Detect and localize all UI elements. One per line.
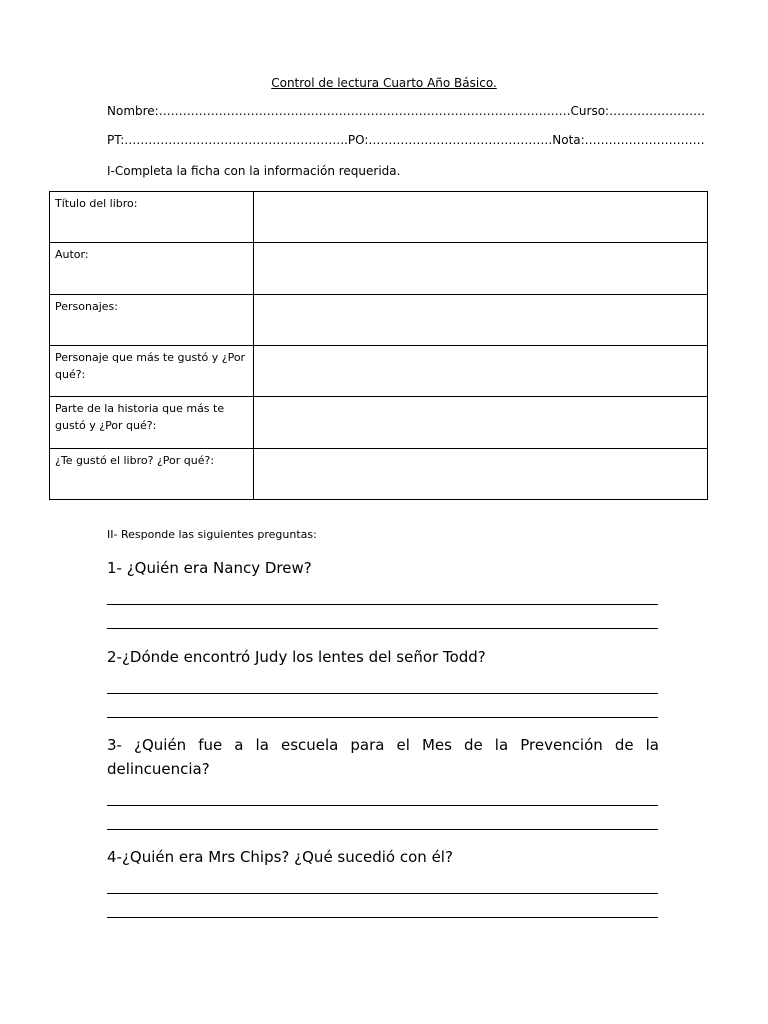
answer-line[interactable]	[107, 604, 658, 605]
table-row	[50, 294, 708, 345]
answer-line[interactable]	[107, 829, 658, 830]
row-answer-personajes[interactable]	[254, 294, 708, 345]
answer-line[interactable]	[107, 628, 658, 629]
table-row	[50, 397, 708, 448]
question-1: 1- ¿Quién era Nancy Drew?	[107, 559, 312, 577]
section1-heading: I-Completa la ficha con la información requerida.	[107, 164, 401, 178]
section2-heading: II- Responde las siguientes preguntas:	[107, 528, 317, 541]
row-label-autor: Autor:	[50, 243, 254, 294]
table-row	[50, 448, 708, 499]
row-label-parte-favorita: Parte de la historia que más te gustó y ¿Por qué?:	[50, 397, 254, 448]
row-label-personajes: Personajes:	[50, 294, 254, 345]
table-row	[50, 243, 708, 294]
row-answer-parte-favorita[interactable]	[254, 397, 708, 448]
row-label-opinion: ¿Te gustó el libro? ¿Por qué?:	[50, 448, 254, 499]
question-3: 3- ¿Quién fue a la escuela para el Mes de la Prevención de la delincuencia?	[107, 736, 659, 778]
row-answer-autor[interactable]	[254, 243, 708, 294]
nombre-curso-line: Nombre:………………………………………………………………………………………….Curso:……………………	[107, 104, 706, 118]
row-answer-opinion[interactable]	[254, 448, 708, 499]
answer-line[interactable]	[107, 805, 658, 806]
page-title: Control de lectura Cuarto Año Básico.	[271, 76, 497, 90]
answer-line[interactable]	[107, 717, 658, 718]
row-label-titulo: Título del libro:	[50, 192, 254, 243]
question-2: 2-¿Dónde encontró Judy los lentes del señor Todd?	[107, 648, 486, 666]
pt-po-nota-line: PT:………………………………………………..PO:……………………………………….Nota:…………………………	[107, 133, 705, 147]
question-4: 4-¿Quién era Mrs Chips? ¿Qué sucedió con él?	[107, 848, 453, 866]
table-row	[50, 345, 708, 396]
answer-line[interactable]	[107, 693, 658, 694]
row-answer-titulo[interactable]	[254, 192, 708, 243]
table-row	[50, 192, 708, 243]
row-label-personaje-favorito: Personaje que más te gustó y ¿Por qué?:	[50, 345, 254, 396]
reading-form-table	[49, 191, 708, 500]
answer-line[interactable]	[107, 917, 658, 918]
answer-line[interactable]	[107, 893, 658, 894]
row-answer-personaje-favorito[interactable]	[254, 345, 708, 396]
